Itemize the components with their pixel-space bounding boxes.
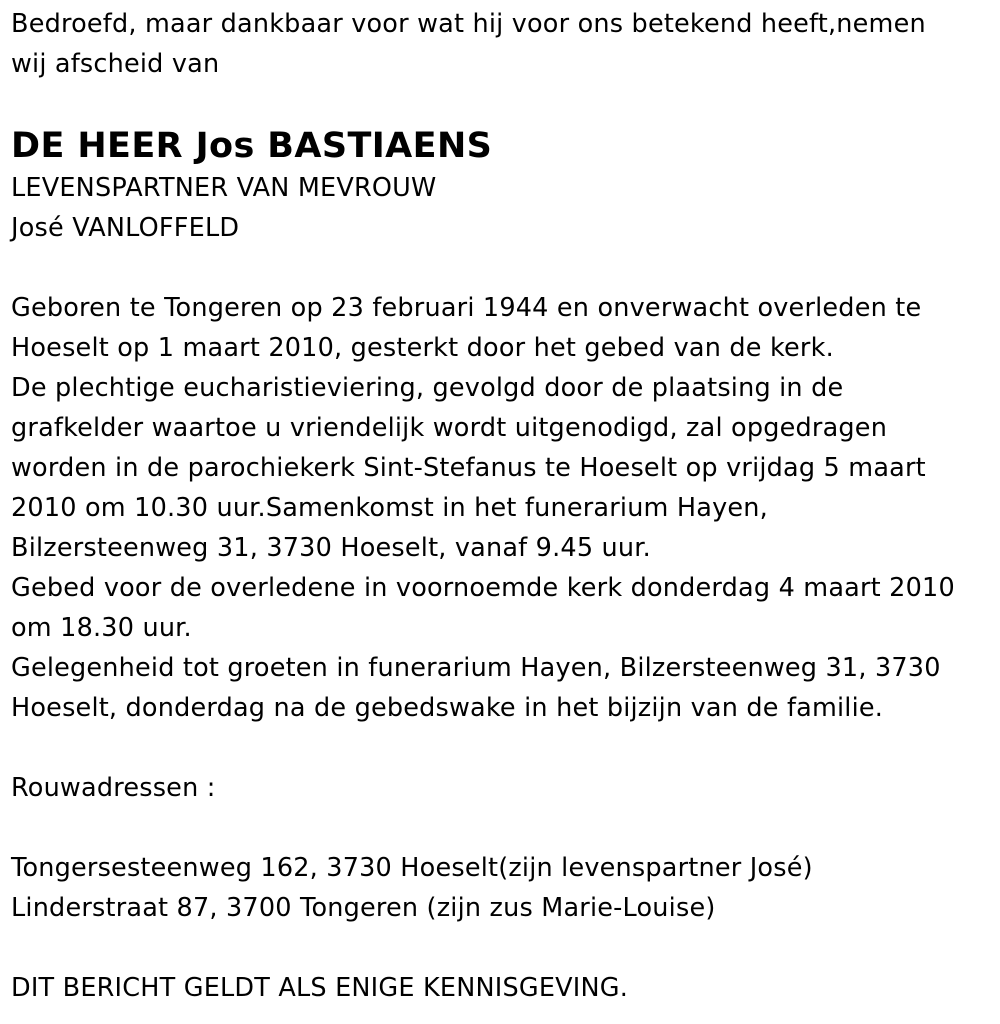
body-line: Gelegenheid tot groeten in funerarium Hayen, Bilzersteenweg 31, 3730 xyxy=(11,653,941,683)
partner-label: LEVENSPARTNER VAN MEVROUW xyxy=(11,173,437,203)
obituary-document xyxy=(11,4,991,1008)
body-line: Geboren te Tongeren op 23 februari 1944 en onverwacht overleden te xyxy=(11,293,922,323)
spacer xyxy=(11,248,991,288)
closing-notice: DIT BERICHT GELDT ALS ENIGE KENNISGEVING. xyxy=(11,973,629,1003)
body-line: De plechtige eucharistieviering, gevolgd door de plaatsing in de xyxy=(11,373,844,403)
body-line: om 18.30 uur. xyxy=(11,613,192,643)
intro-line-1: Bedroefd, maar dankbaar voor wat hij voor ons betekend heeft,nemen xyxy=(11,9,926,39)
addresses-label: Rouwadressen : xyxy=(11,773,216,803)
spacer xyxy=(11,928,991,968)
partner-name: José VANLOFFELD xyxy=(11,213,240,243)
address-item: Tongersesteenweg 162, 3730 Hoeselt(zijn levenspartner José) xyxy=(11,853,813,883)
intro-line-2: wij afscheid van xyxy=(11,49,220,79)
address-item: Linderstraat 87, 3700 Tongeren (zijn zus Marie-Louise) xyxy=(11,893,716,923)
body-line: Gebed voor de overledene in voornoemde kerk donderdag 4 maart 2010 xyxy=(11,573,955,603)
body-line: Hoeselt, donderdag na de gebedswake in het bijzijn van de familie. xyxy=(11,693,884,723)
spacer xyxy=(11,728,991,768)
deceased-name-heading: DE HEER Jos BASTIAENS xyxy=(11,126,493,166)
body-line: Hoeselt op 1 maart 2010, gesterkt door het gebed van de kerk. xyxy=(11,333,834,363)
body-line: grafkelder waartoe u vriendelijk wordt uitgenodigd, zal opgedragen xyxy=(11,413,888,443)
body-line: worden in de parochiekerk Sint-Stefanus te Hoeselt op vrijdag 5 maart xyxy=(11,453,926,483)
spacer xyxy=(11,84,991,124)
body-line: Bilzersteenweg 31, 3730 Hoeselt, vanaf 9.45 uur. xyxy=(11,533,651,563)
spacer xyxy=(11,808,991,848)
body-line: 2010 om 10.30 uur.Samenkomst in het funerarium Hayen, xyxy=(11,493,768,523)
